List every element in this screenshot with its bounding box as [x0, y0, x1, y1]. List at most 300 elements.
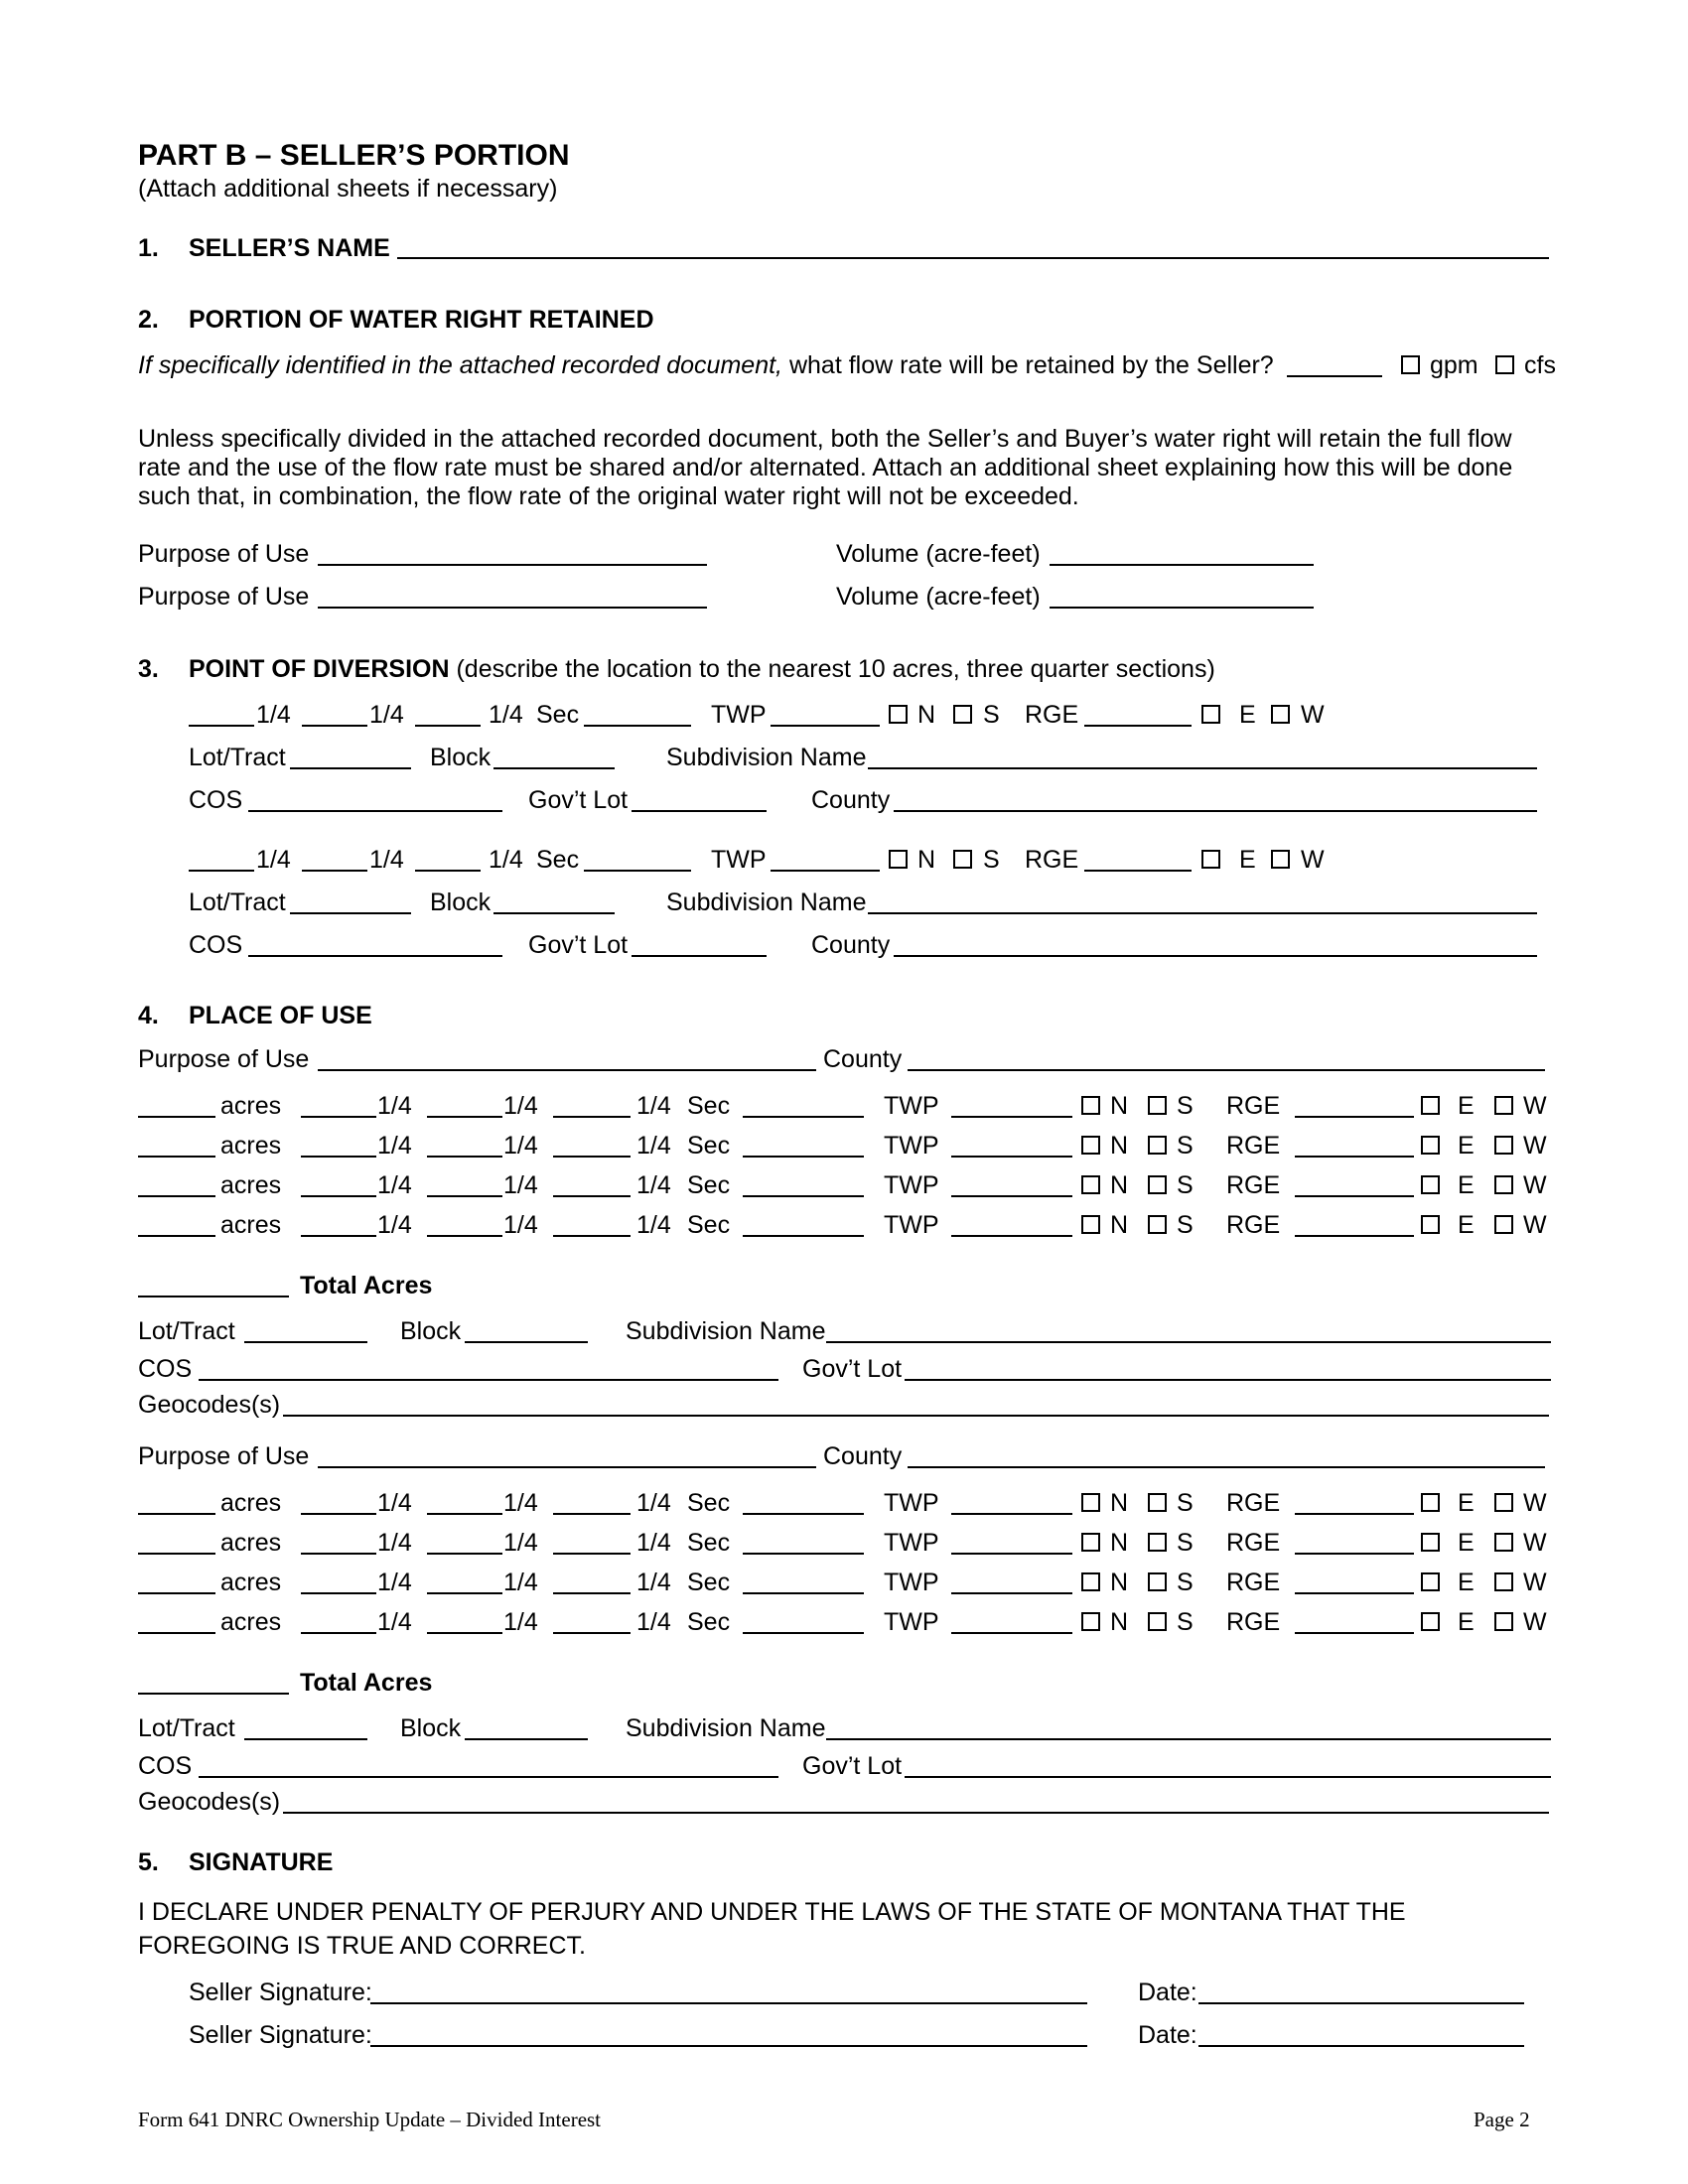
pod1-rge-label: RGE	[1025, 701, 1079, 729]
pou1-row4-quarter-1-field[interactable]	[301, 1235, 376, 1237]
pou1-row4-rge-field[interactable]	[1295, 1235, 1414, 1237]
pod1-n-checkbox[interactable]	[889, 705, 908, 724]
pou2-row1-quarter-1-field[interactable]	[301, 1513, 376, 1515]
pou2-row1-e-checkbox[interactable]	[1421, 1493, 1440, 1512]
pou2-row4-quarter-2-label: 1/4	[503, 1608, 538, 1636]
pou2-row2-n-label: N	[1110, 1529, 1129, 1557]
pod2-quarter-3-label: 1/4	[489, 846, 523, 874]
pou1-row4-twp-label: TWP	[884, 1211, 939, 1239]
pou1-row1-n-checkbox[interactable]	[1081, 1096, 1100, 1115]
pou1-row2-twp-label: TWP	[884, 1132, 939, 1160]
pou2-row3-e-label: E	[1458, 1569, 1475, 1596]
pou2-row2-sec-field[interactable]	[743, 1553, 864, 1555]
pou2-subdivision-field[interactable]	[826, 1738, 1551, 1740]
pou1-row3-rge-field[interactable]	[1295, 1195, 1414, 1197]
pou1-row3-twp-label: TWP	[884, 1171, 939, 1199]
pod1-rge-field[interactable]	[1084, 725, 1192, 727]
pou1-row2-sec-label: Sec	[687, 1132, 731, 1160]
pou1-geocodes-field[interactable]	[283, 1415, 1549, 1417]
pou2-row1-n-label: N	[1110, 1489, 1129, 1517]
pou1-block-field[interactable]	[465, 1341, 588, 1343]
pou2-block-field[interactable]	[465, 1738, 588, 1740]
pou2-row1-rge-label: RGE	[1226, 1489, 1281, 1517]
pou1-row4-s-label: S	[1177, 1211, 1194, 1239]
pou1-cos-field[interactable]	[199, 1379, 778, 1381]
pou1-row1-twp-label: TWP	[884, 1092, 939, 1120]
pod1-county-field[interactable]	[894, 810, 1537, 812]
pou2-row4-sec-field[interactable]	[743, 1632, 864, 1634]
pou2-row4-w-checkbox[interactable]	[1494, 1612, 1513, 1631]
pou1-row4-quarter-2-label: 1/4	[503, 1211, 538, 1239]
pou1-row1-twp-field[interactable]	[951, 1116, 1072, 1118]
pou1-row3-sec-label: Sec	[687, 1171, 731, 1199]
pou2-row3-acres-label: acres	[220, 1569, 282, 1596]
pou1-row2-sec-field[interactable]	[743, 1156, 864, 1158]
volume-field-2[interactable]	[1050, 607, 1314, 609]
pod2-twp-label: TWP	[711, 846, 767, 874]
pou1-row3-e-checkbox[interactable]	[1421, 1175, 1440, 1194]
pou1-row4-w-checkbox[interactable]	[1494, 1215, 1513, 1234]
pou1-row1-quarter-2-label: 1/4	[503, 1092, 538, 1120]
pou2-row4-n-checkbox[interactable]	[1081, 1612, 1100, 1631]
pou1-row3-s-label: S	[1177, 1171, 1194, 1199]
date-field-2[interactable]	[1198, 2045, 1524, 2047]
pou2-row1-w-checkbox[interactable]	[1494, 1493, 1513, 1512]
pod2-subdivision-field[interactable]	[868, 912, 1537, 914]
pod1-cos-label: COS	[189, 786, 243, 814]
pou1-row1-sec-field[interactable]	[743, 1116, 864, 1118]
section-3-heading-line	[189, 657, 1215, 682]
pou1-row4-quarter-2-field[interactable]	[427, 1235, 502, 1237]
pou1-row4-quarter-1-label: 1/4	[377, 1211, 412, 1239]
page-subtitle: (Attach additional sheets if necessary)	[138, 175, 558, 203]
pod2-quarter-1-field[interactable]	[189, 870, 254, 872]
pod1-lot-tract-label: Lot/Tract	[189, 744, 286, 771]
flow-rate-field[interactable]	[1287, 375, 1382, 377]
pou2-row4-twp-field[interactable]	[951, 1632, 1072, 1634]
section-5-number: 5.	[138, 1848, 159, 1876]
pod2-e-checkbox[interactable]	[1201, 850, 1220, 869]
pod2-w-checkbox[interactable]	[1271, 850, 1290, 869]
footer-page-number: Page 2	[1474, 2108, 1530, 2131]
pou2-row2-acres-field[interactable]	[138, 1553, 215, 1555]
pou1-row2-quarter-1-label: 1/4	[377, 1132, 412, 1160]
pou1-row1-quarter-2-field[interactable]	[427, 1116, 502, 1118]
purpose-of-use-label-2: Purpose of Use	[138, 583, 310, 611]
section-2-heading: PORTION OF WATER RIGHT RETAINED	[189, 306, 654, 334]
pou1-row3-quarter-3-field[interactable]	[553, 1195, 631, 1197]
pod2-block-field[interactable]	[493, 912, 615, 914]
volume-field-1[interactable]	[1050, 564, 1314, 566]
pod1-quarter-1-label: 1/4	[256, 701, 291, 729]
pou1-row2-rge-field[interactable]	[1295, 1156, 1414, 1158]
pou1-row3-n-checkbox[interactable]	[1081, 1175, 1100, 1194]
pod2-s-label: S	[983, 846, 1000, 874]
pou1-row4-rge-label: RGE	[1226, 1211, 1281, 1239]
pou1-row2-s-checkbox[interactable]	[1148, 1136, 1167, 1155]
pou2-total-acres-field[interactable]	[138, 1693, 289, 1695]
seller-signature-field-2[interactable]	[370, 2045, 1087, 2047]
pou2-subdivision-label: Subdivision Name	[626, 1714, 826, 1742]
pou1-row3-rge-label: RGE	[1226, 1171, 1281, 1199]
date-field-1[interactable]	[1198, 2002, 1524, 2004]
pod1-govt-lot-field[interactable]	[632, 810, 767, 812]
pod2-w-label: W	[1301, 846, 1325, 874]
pou1-row1-s-checkbox[interactable]	[1148, 1096, 1167, 1115]
pou1-row4-sec-field[interactable]	[743, 1235, 864, 1237]
pod2-cos-label: COS	[189, 931, 243, 959]
flow-rate-italic-text: If specifically identified in the attached recorded document,	[138, 351, 782, 379]
pou2-row1-n-checkbox[interactable]	[1081, 1493, 1100, 1512]
pou2-row2-quarter-1-field[interactable]	[301, 1553, 376, 1555]
pod1-s-label: S	[983, 701, 1000, 729]
pou2-purpose-label: Purpose of Use	[138, 1442, 310, 1470]
pou2-row2-n-checkbox[interactable]	[1081, 1533, 1100, 1552]
pou1-row3-w-label: W	[1523, 1171, 1547, 1199]
pou2-row4-e-label: E	[1458, 1608, 1475, 1636]
seller-signature-label-1: Seller Signature:	[189, 1979, 372, 2006]
pod1-w-label: W	[1301, 701, 1325, 729]
pou2-row4-twp-label: TWP	[884, 1608, 939, 1636]
pod2-rge-field[interactable]	[1084, 870, 1192, 872]
pou1-row4-quarter-3-field[interactable]	[553, 1235, 631, 1237]
pou2-row4-s-checkbox[interactable]	[1148, 1612, 1167, 1631]
shared-flow-paragraph: Unless specifically divided in the attached recorded document, both the Seller’s and Buyer’s water right will retain the full flow rate and the use of the flow rate must be shared and/or alternated. Attach an additional sheet explaining how this will be done such that, in combination, the flow rate of the original water right will not be exceeded.	[138, 425, 1513, 510]
pou2-row3-rge-field[interactable]	[1295, 1592, 1414, 1594]
pou1-row4-w-label: W	[1523, 1211, 1547, 1239]
pou1-row4-n-checkbox[interactable]	[1081, 1215, 1100, 1234]
pod2-county-label: County	[811, 931, 891, 959]
pou1-total-acres-field[interactable]	[138, 1296, 289, 1297]
pou1-row4-quarter-3-label: 1/4	[636, 1211, 671, 1239]
seller-signature-field-1[interactable]	[370, 2002, 1087, 2004]
pou2-county-label: County	[823, 1442, 903, 1470]
pou2-row3-e-checkbox[interactable]	[1421, 1572, 1440, 1591]
purpose-of-use-label-1: Purpose of Use	[138, 540, 310, 568]
seller-name-field[interactable]	[397, 257, 1549, 259]
pod2-block-label: Block	[430, 888, 492, 916]
pod1-e-label: E	[1239, 701, 1256, 729]
pou1-row1-acres-label: acres	[220, 1092, 282, 1120]
pou1-row2-n-checkbox[interactable]	[1081, 1136, 1100, 1155]
pou2-row2-w-checkbox[interactable]	[1494, 1533, 1513, 1552]
pod2-quarter-3-field[interactable]	[415, 870, 481, 872]
pou2-county-field[interactable]	[908, 1466, 1545, 1468]
pou2-row4-rge-field[interactable]	[1295, 1632, 1414, 1634]
date-label-1: Date:	[1138, 1979, 1197, 2006]
pod1-govt-lot-label: Gov’t Lot	[528, 786, 629, 814]
pou1-row2-twp-field[interactable]	[951, 1156, 1072, 1158]
section-3-note: (describe the location to the nearest 10 acres, three quarter sections)	[456, 655, 1215, 683]
pou2-row1-twp-field[interactable]	[951, 1513, 1072, 1515]
pou2-row2-quarter-3-label: 1/4	[636, 1529, 671, 1557]
pou2-row4-quarter-2-field[interactable]	[427, 1632, 502, 1634]
pou2-row4-quarter-3-field[interactable]	[553, 1632, 631, 1634]
pod1-subdivision-label: Subdivision Name	[666, 744, 867, 771]
pod2-lot-tract-field[interactable]	[290, 912, 411, 914]
pou2-row1-sec-field[interactable]	[743, 1513, 864, 1515]
pou2-row3-rge-label: RGE	[1226, 1569, 1281, 1596]
pou1-cos-label: COS	[138, 1355, 193, 1383]
pou2-lot-tract-field[interactable]	[244, 1738, 367, 1740]
pou1-row3-acres-label: acres	[220, 1171, 282, 1199]
pou2-geocodes-label: Geocodes(s)	[138, 1788, 281, 1816]
pou2-row4-sec-label: Sec	[687, 1608, 731, 1636]
pou1-row2-w-checkbox[interactable]	[1494, 1136, 1513, 1155]
pou2-lot-tract-label: Lot/Tract	[138, 1714, 235, 1742]
pou1-row3-quarter-1-field[interactable]	[301, 1195, 376, 1197]
pou2-row1-rge-field[interactable]	[1295, 1513, 1414, 1515]
pou2-row2-quarter-2-field[interactable]	[427, 1553, 502, 1555]
pou1-row1-e-checkbox[interactable]	[1421, 1096, 1440, 1115]
pou2-row1-quarter-3-field[interactable]	[553, 1513, 631, 1515]
pou1-row2-quarter-3-field[interactable]	[553, 1156, 631, 1158]
pou2-row2-e-checkbox[interactable]	[1421, 1533, 1440, 1552]
pou2-row1-acres-label: acres	[220, 1489, 282, 1517]
pou2-row4-acres-label: acres	[220, 1608, 282, 1636]
cfs-checkbox[interactable]	[1495, 355, 1514, 374]
pou1-row1-rge-field[interactable]	[1295, 1116, 1414, 1118]
pou2-row2-rge-label: RGE	[1226, 1529, 1281, 1557]
pou1-total-acres-label: Total Acres	[300, 1272, 433, 1299]
pou1-row3-twp-field[interactable]	[951, 1195, 1072, 1197]
pou1-row2-s-label: S	[1177, 1132, 1194, 1160]
pou2-row3-quarter-2-label: 1/4	[503, 1569, 538, 1596]
pod1-quarter-2-label: 1/4	[369, 701, 404, 729]
pod1-sec-label: Sec	[536, 701, 580, 729]
pou1-county-field[interactable]	[908, 1069, 1545, 1071]
pou1-geocodes-label: Geocodes(s)	[138, 1391, 281, 1419]
pou2-row2-twp-field[interactable]	[951, 1553, 1072, 1555]
pou2-govt-lot-label: Gov’t Lot	[802, 1752, 903, 1780]
pod1-twp-field[interactable]	[771, 725, 880, 727]
section-2-number: 2.	[138, 306, 159, 334]
pou2-row4-quarter-1-label: 1/4	[377, 1608, 412, 1636]
pou2-row1-e-label: E	[1458, 1489, 1475, 1517]
pou1-row1-n-label: N	[1110, 1092, 1129, 1120]
pou1-row2-quarter-2-field[interactable]	[427, 1156, 502, 1158]
pod2-govt-lot-label: Gov’t Lot	[528, 931, 629, 959]
pou2-row2-acres-label: acres	[220, 1529, 282, 1557]
pou1-row3-e-label: E	[1458, 1171, 1475, 1199]
pou1-row1-w-checkbox[interactable]	[1494, 1096, 1513, 1115]
seller-name-label: SELLER’S NAME	[189, 234, 390, 262]
purpose-of-use-field-1[interactable]	[318, 564, 707, 566]
cfs-label: cfs	[1524, 351, 1556, 379]
pou2-row3-n-checkbox[interactable]	[1081, 1572, 1100, 1591]
pou1-subdivision-label: Subdivision Name	[626, 1317, 826, 1345]
pod2-twp-field[interactable]	[771, 870, 880, 872]
section-4-heading: PLACE OF USE	[189, 1002, 372, 1029]
pou1-subdivision-field[interactable]	[826, 1341, 1551, 1343]
pou2-row1-acres-field[interactable]	[138, 1513, 215, 1515]
gpm-label: gpm	[1430, 351, 1478, 379]
pou1-block-label: Block	[400, 1317, 462, 1345]
pou2-row1-twp-label: TWP	[884, 1489, 939, 1517]
pou1-row1-e-label: E	[1458, 1092, 1475, 1120]
pou2-row2-s-label: S	[1177, 1529, 1194, 1557]
pou1-govt-lot-field[interactable]	[905, 1379, 1551, 1381]
pod1-quarter-1-field[interactable]	[189, 725, 254, 727]
pou2-row4-e-checkbox[interactable]	[1421, 1612, 1440, 1631]
pou2-row2-rge-field[interactable]	[1295, 1553, 1414, 1555]
pod2-n-label: N	[917, 846, 936, 874]
flow-rate-question-text: what flow rate will be retained by the Seller?	[788, 351, 1274, 379]
pou1-row2-quarter-1-field[interactable]	[301, 1156, 376, 1158]
pou1-purpose-field[interactable]	[318, 1069, 816, 1071]
pou2-row1-quarter-2-field[interactable]	[427, 1513, 502, 1515]
pou2-row1-quarter-3-label: 1/4	[636, 1489, 671, 1517]
pou1-row1-quarter-3-field[interactable]	[553, 1116, 631, 1118]
pod1-s-checkbox[interactable]	[953, 705, 972, 724]
declaration-line-2: FOREGOING IS TRUE AND CORRECT.	[138, 1932, 586, 1960]
section-5-heading: SIGNATURE	[189, 1848, 334, 1876]
pou1-row4-n-label: N	[1110, 1211, 1129, 1239]
pod1-e-checkbox[interactable]	[1201, 705, 1220, 724]
pou1-row3-w-checkbox[interactable]	[1494, 1175, 1513, 1194]
pou2-purpose-field[interactable]	[318, 1466, 816, 1468]
pou2-row4-rge-label: RGE	[1226, 1608, 1281, 1636]
pod2-s-checkbox[interactable]	[953, 850, 972, 869]
pod2-lot-tract-label: Lot/Tract	[189, 888, 286, 916]
pod1-n-label: N	[917, 701, 936, 729]
pod1-w-checkbox[interactable]	[1271, 705, 1290, 724]
pou2-row2-twp-label: TWP	[884, 1529, 939, 1557]
pou2-total-acres-label: Total Acres	[300, 1669, 433, 1697]
pod1-quarter-2-field[interactable]	[302, 725, 367, 727]
pou2-row4-w-label: W	[1523, 1608, 1547, 1636]
pou2-row3-s-label: S	[1177, 1569, 1194, 1596]
pou1-lot-tract-field[interactable]	[244, 1341, 367, 1343]
pod1-twp-label: TWP	[711, 701, 767, 729]
pou2-block-label: Block	[400, 1714, 462, 1742]
pou2-row3-quarter-2-field[interactable]	[427, 1592, 502, 1594]
section-3-heading: POINT OF DIVERSION	[189, 655, 450, 683]
pou2-row1-quarter-2-label: 1/4	[503, 1489, 538, 1517]
pou2-row3-quarter-1-field[interactable]	[301, 1592, 376, 1594]
pou2-cos-label: COS	[138, 1752, 193, 1780]
pou1-row2-quarter-2-label: 1/4	[503, 1132, 538, 1160]
pou2-row4-s-label: S	[1177, 1608, 1194, 1636]
pod1-sec-field[interactable]	[584, 725, 691, 727]
pod1-subdivision-field[interactable]	[868, 767, 1537, 769]
pou2-row2-sec-label: Sec	[687, 1529, 731, 1557]
pou1-row2-acres-label: acres	[220, 1132, 282, 1160]
pou2-row2-e-label: E	[1458, 1529, 1475, 1557]
footer-form-name: Form 641 DNRC Ownership Update – Divided Interest	[138, 2108, 602, 2131]
pou1-row3-quarter-2-field[interactable]	[427, 1195, 502, 1197]
pou1-row2-e-checkbox[interactable]	[1421, 1136, 1440, 1155]
pou1-row4-s-checkbox[interactable]	[1148, 1215, 1167, 1234]
declaration-line-1: I DECLARE UNDER PENALTY OF PERJURY AND UNDER THE LAWS OF THE STATE OF MONTANA THAT THE	[138, 1898, 1406, 1926]
pou1-row1-sec-label: Sec	[687, 1092, 731, 1120]
pou1-row2-e-label: E	[1458, 1132, 1475, 1160]
pou1-row3-n-label: N	[1110, 1171, 1129, 1199]
pou2-row4-quarter-1-field[interactable]	[301, 1632, 376, 1634]
pou2-row3-w-label: W	[1523, 1569, 1547, 1596]
pod2-quarter-1-label: 1/4	[256, 846, 291, 874]
pou1-row3-sec-field[interactable]	[743, 1195, 864, 1197]
pou1-row1-acres-field[interactable]	[138, 1116, 215, 1118]
pod1-quarter-3-field[interactable]	[415, 725, 481, 727]
pod2-govt-lot-field[interactable]	[632, 955, 767, 957]
pou2-row2-quarter-1-label: 1/4	[377, 1529, 412, 1557]
pou2-row1-s-checkbox[interactable]	[1148, 1493, 1167, 1512]
pou2-row1-sec-label: Sec	[687, 1489, 731, 1517]
pou1-row4-acres-field[interactable]	[138, 1235, 215, 1237]
pou1-row1-quarter-3-label: 1/4	[636, 1092, 671, 1120]
section-1-number: 1.	[138, 234, 159, 262]
pou2-row1-s-label: S	[1177, 1489, 1194, 1517]
gpm-checkbox[interactable]	[1401, 355, 1420, 374]
pou2-row3-n-label: N	[1110, 1569, 1129, 1596]
pou1-purpose-label: Purpose of Use	[138, 1045, 310, 1073]
pod2-sec-field[interactable]	[584, 870, 691, 872]
pod1-block-label: Block	[430, 744, 492, 771]
pou2-row3-acres-field[interactable]	[138, 1592, 215, 1594]
pou1-row3-s-checkbox[interactable]	[1148, 1175, 1167, 1194]
pod1-block-field[interactable]	[493, 767, 615, 769]
pou2-row4-n-label: N	[1110, 1608, 1129, 1636]
pod2-quarter-2-label: 1/4	[369, 846, 404, 874]
pou2-row3-quarter-3-label: 1/4	[636, 1569, 671, 1596]
pou2-row4-acres-field[interactable]	[138, 1632, 215, 1634]
pod2-county-field[interactable]	[894, 955, 1537, 957]
pou1-row2-n-label: N	[1110, 1132, 1129, 1160]
page-title: PART B – SELLER’S PORTION	[138, 139, 570, 172]
pou1-row1-s-label: S	[1177, 1092, 1194, 1120]
pod1-quarter-3-label: 1/4	[489, 701, 523, 729]
pou2-govt-lot-field[interactable]	[905, 1776, 1551, 1778]
pou2-geocodes-field[interactable]	[283, 1812, 1549, 1814]
pod2-subdivision-label: Subdivision Name	[666, 888, 867, 916]
pod2-e-label: E	[1239, 846, 1256, 874]
seller-signature-label-2: Seller Signature:	[189, 2021, 372, 2049]
pou1-row4-twp-field[interactable]	[951, 1235, 1072, 1237]
pod2-sec-label: Sec	[536, 846, 580, 874]
pod1-lot-tract-field[interactable]	[290, 767, 411, 769]
flow-rate-question	[138, 353, 1274, 378]
pou1-row4-acres-label: acres	[220, 1211, 282, 1239]
pou2-row3-sec-field[interactable]	[743, 1592, 864, 1594]
pod2-quarter-2-field[interactable]	[302, 870, 367, 872]
pou1-row1-quarter-1-field[interactable]	[301, 1116, 376, 1118]
pou2-cos-field[interactable]	[199, 1776, 778, 1778]
pou1-row2-acres-field[interactable]	[138, 1156, 215, 1158]
pou1-row3-acres-field[interactable]	[138, 1195, 215, 1197]
pou2-row4-quarter-3-label: 1/4	[636, 1608, 671, 1636]
pou2-row3-quarter-3-field[interactable]	[553, 1592, 631, 1594]
pou2-row3-w-checkbox[interactable]	[1494, 1572, 1513, 1591]
pou2-row2-s-checkbox[interactable]	[1148, 1533, 1167, 1552]
pod1-cos-field[interactable]	[248, 810, 502, 812]
section-3-number: 3.	[138, 655, 159, 683]
pou2-row3-s-checkbox[interactable]	[1148, 1572, 1167, 1591]
pou2-row2-quarter-3-field[interactable]	[553, 1553, 631, 1555]
pou2-row1-w-label: W	[1523, 1489, 1547, 1517]
pod2-cos-field[interactable]	[248, 955, 502, 957]
pod1-county-label: County	[811, 786, 891, 814]
pou1-row3-quarter-3-label: 1/4	[636, 1171, 671, 1199]
pou1-row4-e-checkbox[interactable]	[1421, 1215, 1440, 1234]
pou1-row1-rge-label: RGE	[1226, 1092, 1281, 1120]
purpose-of-use-field-2[interactable]	[318, 607, 707, 609]
pou2-row2-quarter-2-label: 1/4	[503, 1529, 538, 1557]
pod2-n-checkbox[interactable]	[889, 850, 908, 869]
pou2-row3-twp-field[interactable]	[951, 1592, 1072, 1594]
pou2-row1-quarter-1-label: 1/4	[377, 1489, 412, 1517]
pou1-row1-w-label: W	[1523, 1092, 1547, 1120]
